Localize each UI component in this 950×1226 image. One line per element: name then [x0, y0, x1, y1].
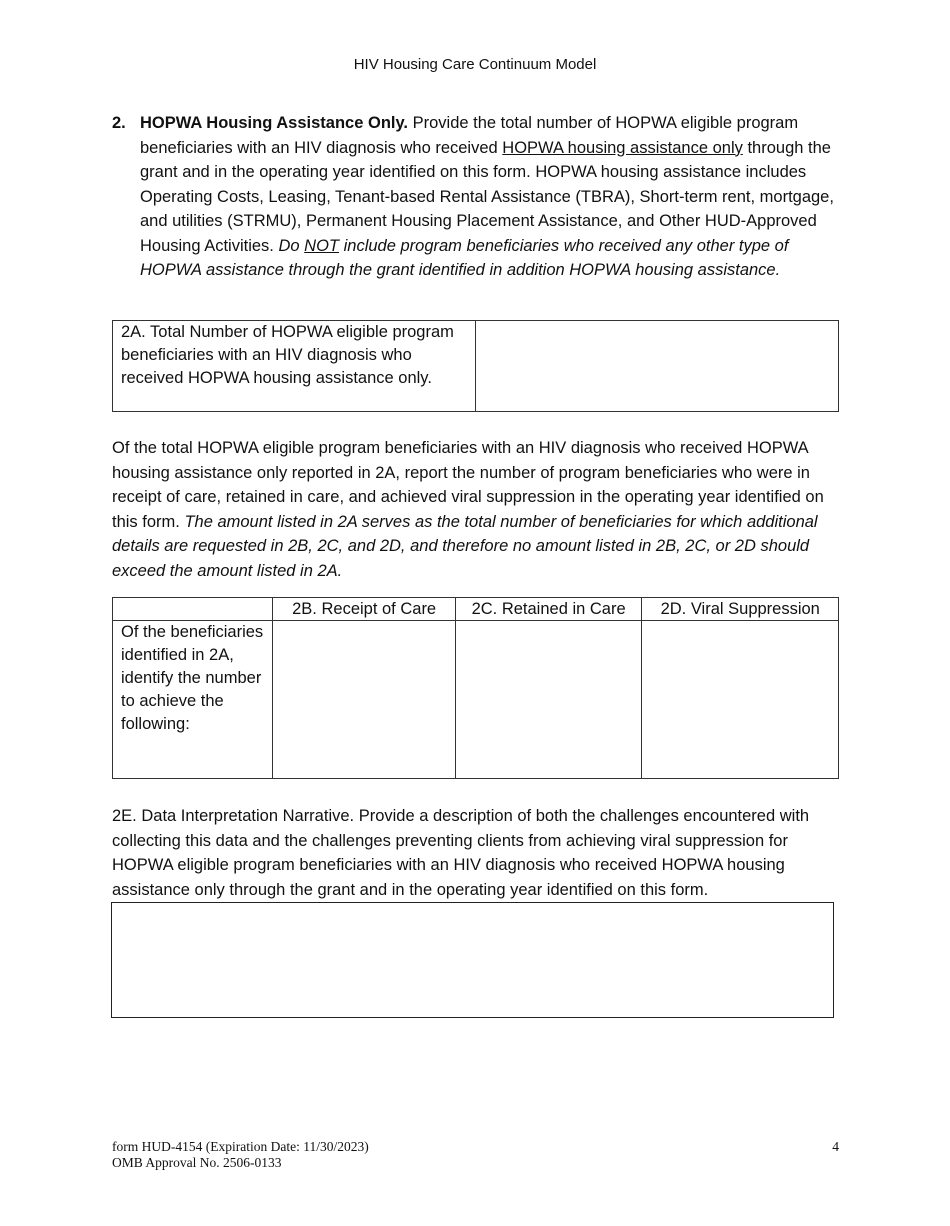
table-row	[113, 321, 839, 412]
narrative-label: 2E. Data Interpretation Narrative. Provide a description of both the challenges encountered with collecting this data and the challenges preventing clients from achieving viral suppression for HOPWA eligible program beneficiaries with an HIV diagnosis who received HOPWA housing assistance only through the grant and in the operating year identified on this form.	[112, 807, 810, 899]
section-2-body	[140, 111, 840, 283]
footer-omb-line: OMB Approval No. 2506-0133	[112, 1155, 282, 1170]
row-label: Of the beneficiaries identified in 2A, identify the number to achieve the following:	[113, 621, 273, 779]
header-receipt-of-care: 2B. Receipt of Care	[273, 598, 455, 621]
table-2a	[112, 320, 839, 412]
header-empty	[113, 598, 273, 621]
instruction-paragraph	[112, 436, 840, 583]
header-viral-suppression: 2D. Viral Suppression	[642, 598, 839, 621]
section-2	[112, 111, 840, 283]
cell-2c-input[interactable]	[455, 621, 642, 779]
section-italic-2: include program beneficiaries who received any other type of HOPWA assistance through the grant identified in addition HOPWA housing assistance.	[140, 236, 789, 279]
narrative-input[interactable]	[111, 902, 834, 1018]
table-row	[113, 621, 839, 779]
paragraph-text: Of the total HOPWA eligible program beneficiaries with an HIV diagnosis who received HOPWA housing assistance only reported in 2A, report the number of program beneficiaries who were in receipt of care, retained in care, and achieved viral suppression in the operating year identified on this form.	[112, 439, 824, 531]
cell-2d-input[interactable]	[642, 621, 839, 779]
cell-2a-label: 2A. Total Number of HOPWA eligible program beneficiaries with an HIV diagnosis who received HOPWA housing assistance only.	[113, 321, 476, 412]
section-number: 2.	[112, 114, 126, 132]
section-text-underlined: HOPWA housing assistance only	[502, 138, 743, 157]
table-2b-2c-2d	[112, 597, 839, 779]
section-text-2: through the grant and in the operating year identified on this form. HOPWA housing assistance includes Operating Costs, Leasing, Tenant-based Rental Assistance (TBRA), Short-term rent, mortgage, and utilities (STRMU), Permanent Housing Placement Assistance, and Other HUD-Approved Housing Activities.	[140, 138, 834, 255]
section-italic-1: Do	[278, 236, 305, 255]
table-header-row	[113, 598, 839, 621]
page-number: 4	[832, 1139, 839, 1154]
page-header: HIV Housing Care Continuum Model	[353, 56, 597, 73]
page-footer	[112, 1139, 839, 1171]
footer-form-line: form HUD-4154 (Expiration Date: 11/30/2023)	[112, 1139, 369, 1154]
section-heading: HOPWA Housing Assistance Only.	[140, 114, 409, 132]
section-italic-not: NOT	[304, 236, 340, 255]
cell-2b-input[interactable]	[273, 621, 455, 779]
cell-2a-value-input[interactable]	[476, 321, 839, 412]
header-retained-in-care: 2C. Retained in Care	[455, 598, 642, 621]
paragraph-italic: The amount listed in 2A serves as the total number of beneficiaries for which additional details are requested in 2B, 2C, and 2D, and therefore no amount listed in 2B, 2C, or 2D should exceed the amount listed in 2A.	[112, 512, 818, 580]
section-text-1: Provide the total number of HOPWA eligible program beneficiaries with an HIV diagnosis who received	[140, 114, 799, 157]
